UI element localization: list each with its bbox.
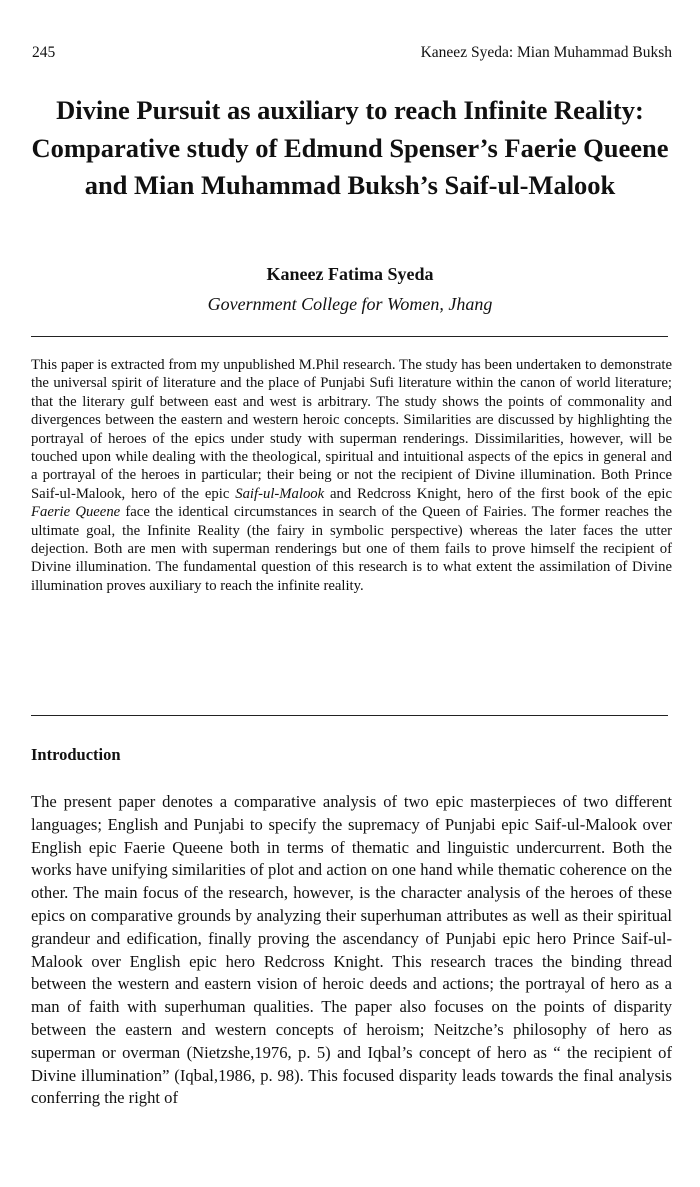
page-number: 245 (32, 44, 56, 61)
abstract (31, 356, 672, 595)
article-title: Divine Pursuit as auxiliary to reach Infinite Reality: Comparative study of Edmund Spenser’s Faerie Queene and Mian Muhammad Buksh’s Saif-ul-Malook (31, 95, 669, 200)
author-name: Kaneez Fatima Syeda (266, 264, 434, 284)
abstract-italic-title-1: Saif-ul-Malook (235, 485, 325, 502)
top-divider (31, 336, 668, 337)
bottom-divider (31, 715, 668, 716)
abstract-text-1: This paper is extracted from my unpublished M.Phil research. The study has been undertaken to demonstrate the universal spirit of literature and the place of Punjabi Sufi literature within the canon of world literature; that the literary gulf between east and west is arbitrary. The study shows the points of commonality and divergences between the eastern and western heroic concepts. Similarities are discussed by highlighting the portrayal of heroes of the epics under study with superman renderings. Dissimilarities, however, will be touched upon while dealing with the theological, spiritual and intuitional aspects of the epics in general and a portrayal of the heroes in particular; their being or not the recipient of Divine illumination. Both Prince Saif-ul-Malook, hero of the epic (31, 357, 672, 502)
running-head (32, 44, 672, 62)
abstract-italic-title-2: Faerie Queene (31, 504, 121, 521)
author-affiliation: Government College for Women, Jhang (207, 294, 493, 314)
section-heading: Introduction (31, 745, 121, 764)
introduction-paragraph: The present paper denotes a comparative analysis of two epic masterpieces of two different languages; English and Punjabi to specify the supremacy of Punjabi epic Saif-ul-Malook over English epic Faerie Queene both in terms of thematic and linguistic undercurrent. Both the works have unifying similarities of plot and action on one hand while thematic coherence on the other. The main focus of the research, however, is the character analysis of the heroes of these epics on comparative grounds by analyzing their superhuman attributes as well as their spiritual grandeur and edification, finally proving the ascendancy of Punjabi epic hero Prince Saif-ul-Malook over English epic hero Redcross Knight. This research traces the binding thread between the western and eastern vision of heroic deeds and actions; the portrayal of hero as a man of faith with superhuman qualities. The paper also focuses on the points of disparity between the eastern and western concepts of heroism; Neitzche’s philosophy of hero as superman or overman (Nietzshe,1976, p. 5) and Iqbal’s concept of hero as “ the recipient of Divine illumination” (Iqbal,1986, p. 98). This focused disparity leads towards the final analysis conferring the right of (31, 792, 672, 1108)
abstract-text-2: and Redcross Knight, hero of the first book of the epic (324, 485, 672, 502)
abstract-text-3: face the identical circumstances in search of the Queen of Fairies. The former reaches the ultimate goal, the Infinite Reality (the fairy in symbolic perspective) whereas the later faces the utter dejection. Both are men with superman renderings but one of them fails to prove himself the recipient of Divine illumination. The fundamental question of this research is to what extent the assimilation of Divine illumination proves auxiliary to reach the infinite reality. (31, 504, 672, 594)
running-head-author-title: Kaneez Syeda: Mian Muhammad Buksh (420, 44, 672, 61)
